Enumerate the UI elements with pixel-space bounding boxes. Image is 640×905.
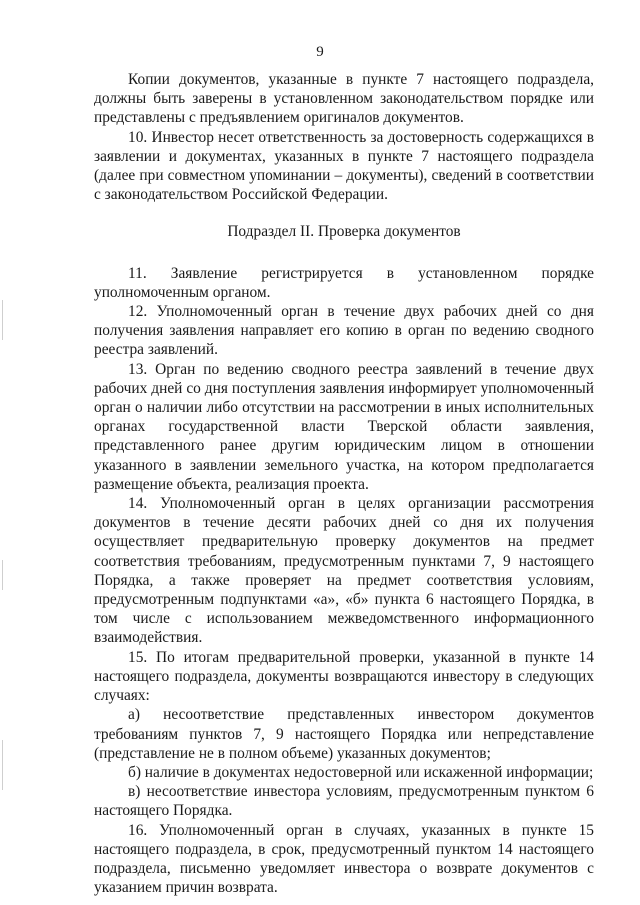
paragraph: Копии документов, указанные в пункте 7 настоящего подраздела, должны быть заверены в установленном законодательством порядке или представлены с предъявлением оригиналов документов. (94, 71, 594, 127)
page-number: 9 (316, 44, 324, 60)
list-item: в) несоответствие инвестора условиям, предусмотренным пунктом 6 настоящего Порядка. (94, 783, 594, 820)
scan-edge-mark (2, 300, 3, 340)
paragraph: 10. Инвестор несет ответственность за достоверность содержащихся в заявлении и документах, указанных в пункте 7 настоящего подраздела (далее при совместном упоминании – документы), сведений в соответствии с законодательством Российской Федерации. (94, 128, 594, 204)
list-item: а) несоответствие представленных инвестором документов требованиям пунктов 7, 9 настоящего Порядка или непредставление (представление не в полном объеме) указанных документов; (94, 706, 594, 762)
scan-edge-mark (2, 560, 3, 590)
list-item: б) наличие в документах недостоверной или искаженной информации; (128, 763, 594, 781)
paragraph: 11. Заявление регистрируется в установленном порядке уполномоченным органом. (94, 264, 594, 301)
paragraph: 16. Уполномоченный орган в случаях, указанных в пункте 15 настоящего подраздела, в срок, предусмотренный пунктом 14 настоящего подраздела, письменно уведомляет инвестора о возврате документов с указанием причин возврата. (94, 821, 594, 897)
paragraph: 13. Орган по ведению сводного реестра заявлений в течение двух рабочих дней со дня поступления заявления информирует уполномоченный орган о наличии либо отсутствии на рассмотрении в иных исполнительных органах государственной власти Тверской области заявления, представленного ранее другим юридическим лицом в отношении указанного в заявлении земельного участка, на котором предполагается размещение объекта, реализация проекта. (94, 360, 594, 493)
section-heading: Подраздел II. Проверка документов (227, 223, 461, 241)
scan-edge-mark (2, 740, 3, 790)
document-body (94, 70, 594, 897)
paragraph: 14. Уполномоченный орган в целях организации рассмотрения документов в течение десяти рабочих дней со дня их получения осуществляет предварительную проверку документов на предмет соответствия требованиям, предусмотренным пунктами 7, 9 настоящего Порядка, а также проверяет на предмет соответствия условиям, предусмотренным подпунктами «а», «б» пункта 6 настоящего Порядка, в том числе с использованием межведомственного информационного взаимодействия. (94, 495, 594, 647)
paragraph: 12. Уполномоченный орган в течение двух рабочих дней со дня получения заявления направляет его копию в орган по ведению сводного реестра заявлений. (94, 303, 594, 359)
paragraph: 15. По итогам предварительной проверки, указанной в пункте 14 настоящего подраздела, документы возвращаются инвестору в следующих случаях: (94, 648, 594, 705)
